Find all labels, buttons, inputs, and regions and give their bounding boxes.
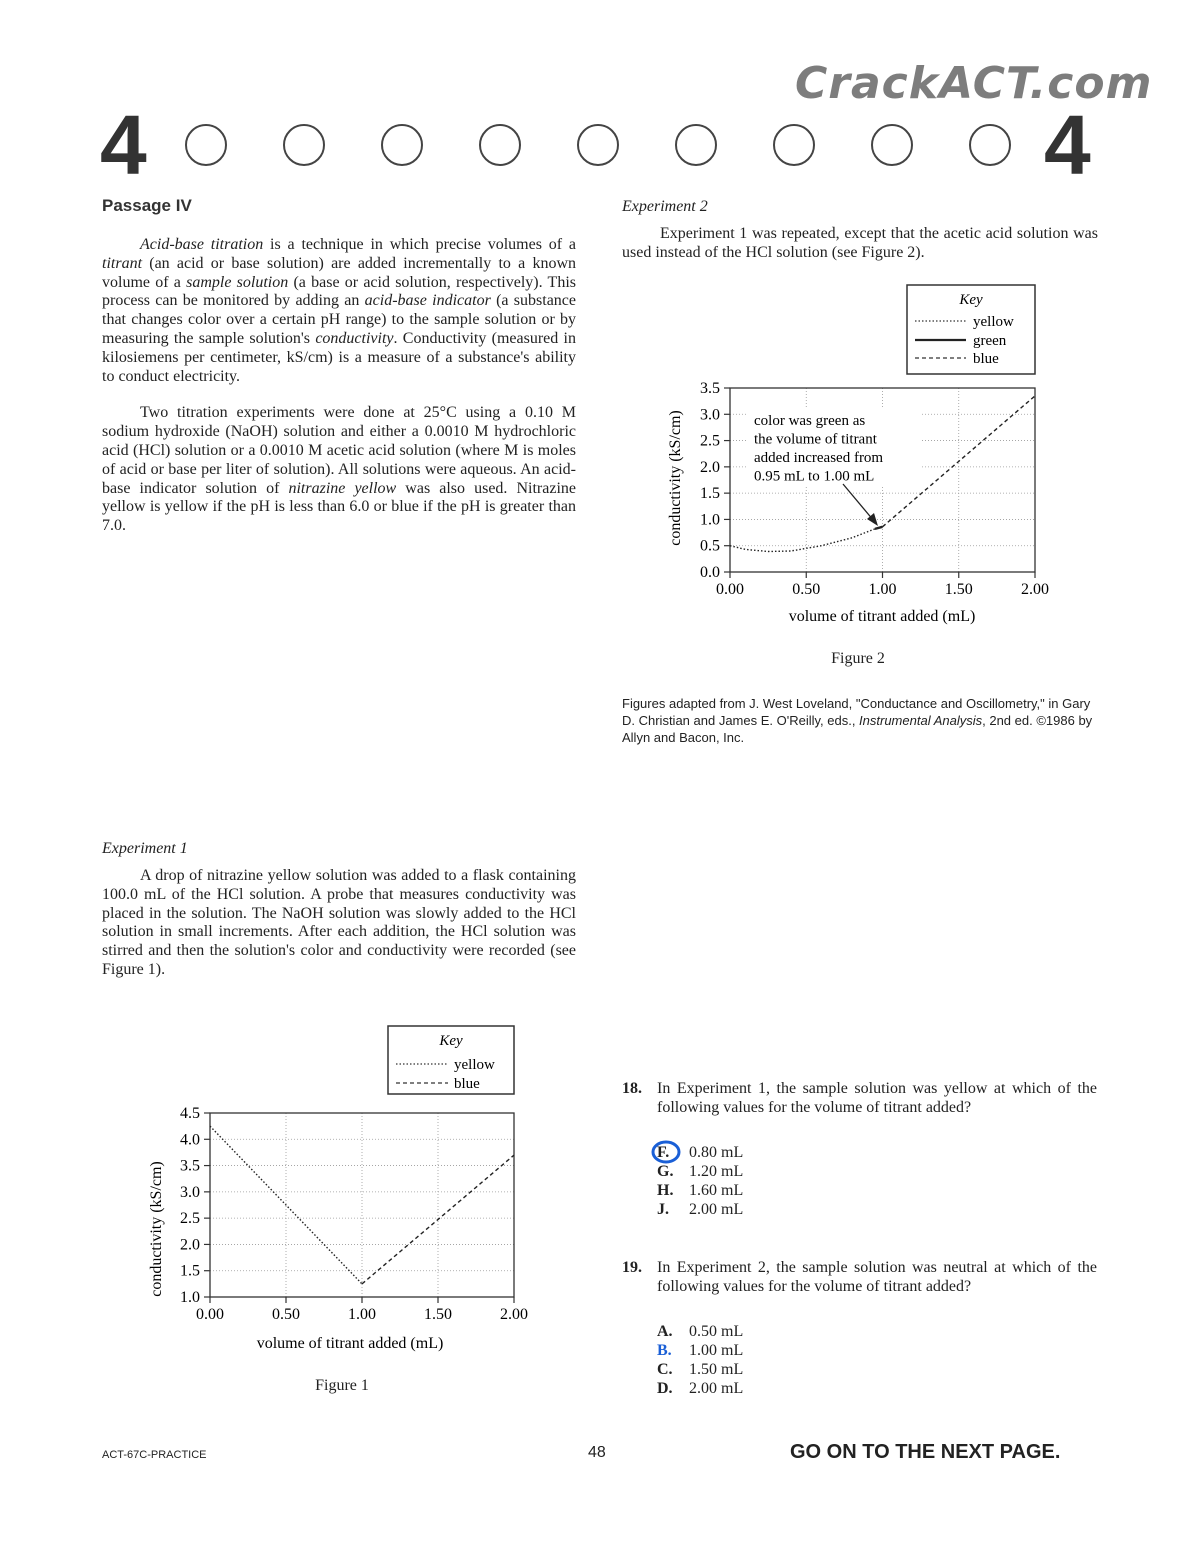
option-text: 0.50 mL [689, 1323, 744, 1340]
option-h[interactable] [657, 1181, 743, 1200]
figure-1-ylabel: conductivity (kS/cm) [148, 1161, 165, 1297]
y-tick-label: 2.5 [700, 432, 720, 450]
experiment-2-title: Experiment 2 [622, 198, 708, 215]
term: Acid-base titration [140, 236, 264, 253]
answer-circle-mark-icon [650, 1139, 684, 1165]
key-title: Key [439, 1033, 463, 1049]
question-18 [622, 1079, 1098, 1219]
text-run: . Conductivity (measured in kilosiemens per centimeter, kS/cm) is a measure of a substance's ability to conduct electricity. [102, 329, 576, 385]
annotation-line: the volume of titrant [754, 431, 877, 448]
experiment-1-paragraph: A drop of nitrazine yellow solution was added to a flask containing 100.0 mL of the HCl solution. A probe that measures conductivity was placed in the solution. The NaOH solution was slowly added to the HCl solution in small increments. After each addition, the HCl solution was stirred and then the solution's color and conductivity were recorded (see Figure 1). [102, 867, 576, 978]
option-letter: G. [657, 1163, 674, 1180]
y-tick-label: 0.0 [700, 564, 720, 581]
key-label-yellow: yellow [973, 314, 1014, 330]
option-letter: A. [657, 1323, 673, 1340]
annotation-arrow [843, 484, 874, 521]
brand-watermark: CrackACT.com [795, 58, 1153, 109]
bubble-decoration [283, 124, 325, 166]
y-tick-label: 2.5 [180, 1210, 200, 1228]
experiment-1-title: Experiment 1 [102, 840, 188, 857]
x-tick-label: 1.00 [348, 1306, 376, 1323]
key-label-green: green [973, 333, 1007, 349]
x-tick-label: 2.00 [1021, 581, 1049, 598]
figure-2-ylabel: conductivity (kS/cm) [667, 410, 684, 546]
bubble-decoration [577, 124, 619, 166]
x-tick-label: 2.00 [500, 1306, 528, 1323]
text-run: (an acid or base solution) are added incrementally to a known volume of a [102, 254, 576, 291]
x-tick-label: 0.50 [792, 581, 821, 598]
footer-next-page: GO ON TO THE NEXT PAGE. [790, 1441, 1061, 1463]
option-letter: H. [657, 1182, 674, 1199]
term: titrant [102, 254, 143, 272]
figure-2-chart [660, 283, 1070, 633]
credits-text: , 2nd ed. ©1986 by Allyn and Bacon, Inc. [622, 713, 1093, 745]
option-letter: J. [657, 1201, 669, 1218]
intro-paragraph-2 [102, 404, 576, 536]
option-text: 0.80 mL [689, 1144, 744, 1161]
option-text: 1.00 mL [689, 1342, 744, 1359]
y-tick-label: 0.5 [700, 537, 720, 555]
figure-2-key [907, 285, 1035, 374]
text-run: (a substance that changes color over a certain pH range) to the sample solution or by measuring the sample solution's [102, 292, 577, 347]
annotation-line: added increased from [754, 450, 884, 466]
series-line-green [875, 527, 883, 529]
key-title: Key [959, 292, 983, 308]
y-tick-label: 3.0 [700, 406, 720, 424]
passage-intro [102, 236, 576, 536]
option-c[interactable] [657, 1360, 743, 1379]
annotation-line: color was green as [754, 413, 866, 429]
figure-2-caption: Figure 2 [831, 650, 885, 667]
text-run: Two titration experiments were done at 25°C using a 0.10 M sodium hydroxide (NaOH) solution and either a 0.0010 M hydrochloric acid (HCl) solution or a 0.0010 M acetic acid solution (where M is moles of acid or base per liter of solution). All solutions were aqueous. An acid-base indicator solution of [102, 404, 576, 497]
credits-text: Figures adapted from J. West Loveland, "Conductance and Oscillometry," in Gary D. Christian and James E. O'Reilly, eds., [622, 696, 1091, 728]
term: acid-base indicator [364, 292, 491, 310]
question-stem: In Experiment 2, the sample solution was neutral at which of the following values for the volume of titrant added? [657, 1259, 1097, 1295]
footer-page-number: 48 [588, 1444, 606, 1461]
x-tick-label: 0.00 [196, 1306, 224, 1323]
figure-1-xlabel: volume of titrant added (mL) [256, 1335, 444, 1352]
y-tick-label: 3.0 [180, 1183, 200, 1201]
key-label-blue: blue [454, 1076, 480, 1092]
series-line-blue [362, 1155, 514, 1284]
intro-paragraph-1 [102, 236, 576, 386]
key-label-blue: blue [973, 351, 999, 367]
figure-credits [622, 695, 1098, 746]
bubble-decoration [381, 124, 423, 166]
term: sample solution [186, 273, 289, 291]
section-number-left: 4 [100, 98, 147, 192]
question-stem: In Experiment 1, the sample solution was yellow at which of the following values for the volume of titrant added? [657, 1080, 1097, 1116]
footer-test-code: ACT-67C-PRACTICE [102, 1449, 207, 1461]
y-tick-label: 2.0 [180, 1236, 200, 1254]
option-text: 1.20 mL [689, 1163, 744, 1180]
option-text: 1.60 mL [689, 1182, 744, 1199]
y-tick-label: 4.0 [180, 1131, 200, 1149]
figure-1-chart [140, 1020, 540, 1365]
annotation-line: 0.95 mL to 1.00 mL [754, 468, 875, 485]
y-tick-label: 2.0 [700, 458, 720, 476]
option-text: 2.00 mL [689, 1201, 744, 1218]
option-b[interactable] [657, 1341, 743, 1360]
text-run: is a technique in which precise volumes of a [263, 236, 577, 253]
question-19 [622, 1258, 1098, 1398]
y-tick-label: 1.0 [700, 511, 720, 529]
experiment-1-text [102, 867, 576, 980]
question-number: 19. [622, 1259, 642, 1276]
option-a[interactable] [657, 1322, 743, 1341]
y-tick-label: 3.5 [180, 1157, 200, 1175]
x-tick-label: 1.50 [424, 1306, 452, 1323]
credits-title: Instrumental Analysis [859, 713, 983, 728]
y-tick-label: 4.5 [180, 1105, 200, 1122]
passage-title: Passage IV [102, 196, 192, 215]
experiment-2-text [622, 225, 1098, 263]
option-letter: B. [657, 1342, 672, 1359]
x-tick-label: 0.00 [716, 581, 744, 598]
bubble-decoration [773, 124, 815, 166]
bubble-decoration [185, 124, 227, 166]
series-line-yellow [730, 529, 875, 552]
bubble-decoration [675, 124, 717, 166]
y-tick-label: 1.0 [180, 1289, 200, 1306]
section-number-right: 4 [1044, 98, 1091, 192]
option-j[interactable] [657, 1200, 743, 1219]
key-label-yellow: yellow [454, 1057, 495, 1073]
x-tick-label: 1.50 [944, 581, 973, 598]
y-tick-label: 1.5 [180, 1262, 200, 1280]
text-run: (a base or acid solution, respectively). This process can be monitored by adding an [102, 273, 577, 310]
option-letter: F. [657, 1144, 670, 1161]
figure-1-caption: Figure 1 [315, 1377, 369, 1394]
question-number: 18. [622, 1080, 642, 1097]
term: conductivity [315, 329, 394, 347]
text-run: was also used. Nitrazine yellow is yellow if the pH is less than 6.0 or blue if the pH is greater than 7.0. [102, 479, 577, 535]
figure-2-xlabel: volume of titrant added (mL) [788, 608, 976, 625]
bubble-decoration [871, 124, 913, 166]
option-text: 2.00 mL [689, 1380, 744, 1397]
option-letter: D. [657, 1380, 673, 1397]
bubble-decoration [479, 124, 521, 166]
bubble-decoration [969, 124, 1011, 166]
option-text: 1.50 mL [689, 1361, 744, 1378]
option-d[interactable] [657, 1379, 743, 1398]
option-letter: C. [657, 1361, 673, 1378]
y-tick-label: 1.5 [700, 485, 720, 503]
experiment-2-paragraph: Experiment 1 was repeated, except that the acetic acid solution was used instead of the HCl solution (see Figure 2). [622, 225, 1098, 261]
term: nitrazine yellow [288, 479, 397, 497]
x-tick-label: 0.50 [272, 1306, 300, 1323]
x-tick-label: 1.00 [868, 581, 897, 598]
y-tick-label: 3.5 [700, 380, 720, 397]
figure-1-key [388, 1026, 514, 1094]
figure-1-plot-area [180, 1105, 528, 1323]
